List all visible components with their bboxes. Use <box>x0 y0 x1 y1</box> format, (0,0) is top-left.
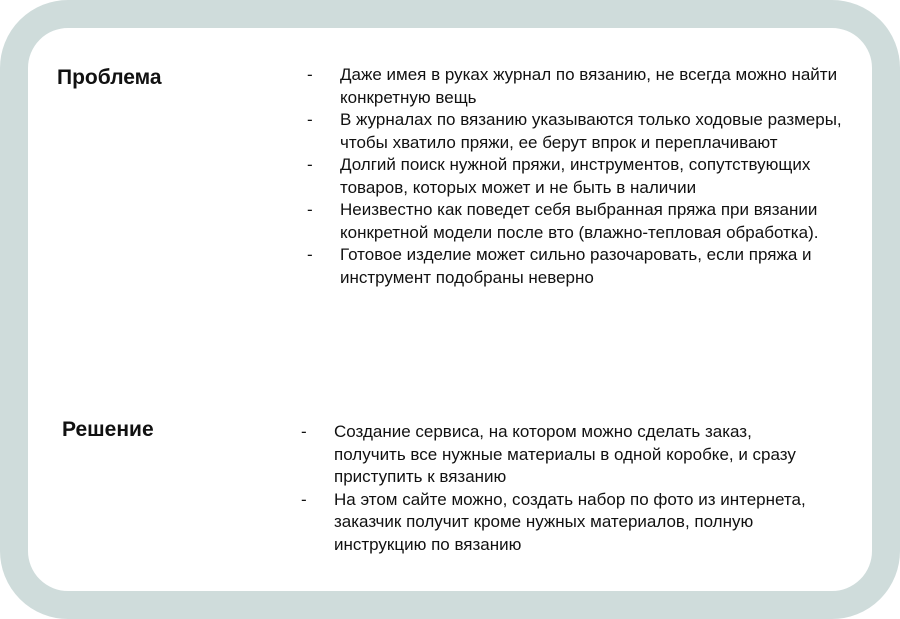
bullet-dash: - <box>307 245 313 264</box>
list-item-text: Неизвестно как поведет себя выбранная пряжа при вязании конкретной модели после вто (влажно-тепловая обработка). <box>340 200 819 242</box>
list-item <box>301 421 821 489</box>
list-item <box>307 244 867 289</box>
list-item <box>307 109 867 154</box>
problem-list <box>307 64 867 289</box>
list-item-text: Долгий поиск нужной пряжи, инструментов, сопутствующих товаров, которых может и не быть в наличии <box>340 155 811 197</box>
list-item-text: В журналах по вязанию указываются только ходовые размеры, чтобы хватило пряжи, ее берут впрок и переплачивают <box>340 110 842 152</box>
bullet-dash: - <box>301 422 307 441</box>
list-item-text: Создание сервиса, на котором можно сделать заказ, получить все нужные материалы в одной коробке, и сразу приступить к вязанию <box>334 422 796 486</box>
list-item <box>307 64 867 109</box>
list-item <box>301 489 821 557</box>
bullet-dash: - <box>307 110 313 129</box>
bullet-dash: - <box>307 65 313 84</box>
problem-heading: Проблема <box>57 66 162 89</box>
bullet-dash: - <box>301 489 307 509</box>
solution-heading: Решение <box>62 418 154 441</box>
bullet-dash: - <box>307 155 313 174</box>
solution-list <box>301 421 821 556</box>
bullet-dash: - <box>307 200 313 219</box>
list-item <box>307 154 867 199</box>
list-item-text: На этом сайте можно, создать набор по фото из интернета, заказчик получит кроме нужных материалов, полную инструкцию по вязанию <box>334 489 806 554</box>
list-item-text: Готовое изделие может сильно разочаровать, если пряжа и инструмент подобраны неверно <box>340 245 812 287</box>
list-item <box>307 199 867 244</box>
list-item-text: Даже имея в руках журнал по вязанию, не всегда можно найти конкретную вещь <box>340 65 838 107</box>
